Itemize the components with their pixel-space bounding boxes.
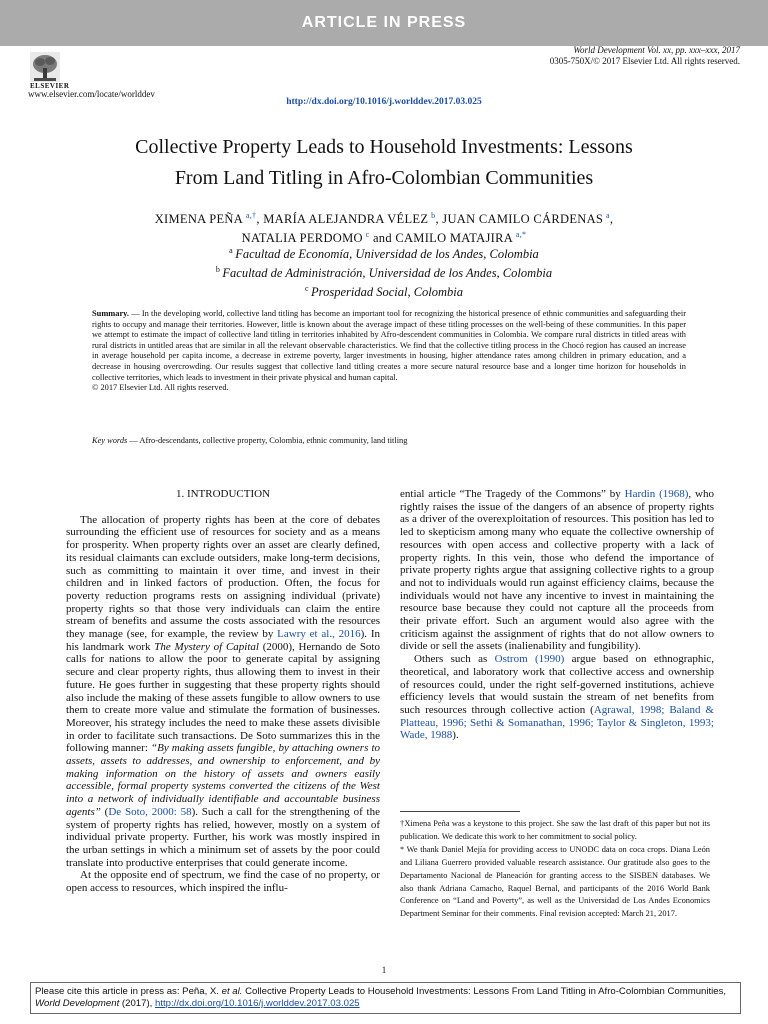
- right-column: [400, 488, 714, 742]
- title-line-2: From Land Titling in Afro-Colombian Communities: [174, 167, 594, 189]
- paragraph: The allocation of property rights has been at the core of debates surrounding the efficient use of resources for society and as a means for prosperity. When property rights over an asset are clearly defined, its residual claimants can exclude outsiders, make long-term decisions, such as committing to maintain it over time, and invest in their children and in linked factors of production. Often, the focus for poverty reduction programs rests on assigning individual (private) property rights so that those very individuals can claim the entire stream of benefits and assume the costs associated with the resources they manage (see, for example, the review by Lawry et al., 2016). In his landmark work The Mystery of Capital (2000), Hernando de Soto calls for nations to allow the poor to generate capital by assigning secure and clear property rights, thus allowing them to invest in their future. He goes further in suggesting that these property rights should also include the making of these assets fungible to allow owners to use them to create more value and stimulate the formation of businesses. Moreover, his strategy includes the need to make these assets divisible in order to facilitate such transactions. De Soto summarizes this in the following manner: “By making assets fungible, by attaching owners to assets, assets to addresses, and ownership to enforcement, and by making information on the history of assets and owners easily accessible, formal property systems converted the citizens of the West into a network of individually identifiable and accountable business agents” (De Soto, 2000: 58). Such a call for the strengthening of the system of property rights has relied, however, mostly on a system of individual private property. Further, his work was mostly inspired in the urban settings in which a minimum set of assets by the poor could translate into productive enterprises that could generate income.: [66, 513, 380, 869]
- author-conjunction: and: [372, 231, 392, 246]
- copyright-notice: © 2017 Elsevier Ltd. All rights reserved.: [92, 383, 229, 393]
- footnote-divider: [400, 811, 520, 812]
- title-line-1: Collective Property Leads to Household Investments: Lessons: [135, 136, 633, 158]
- affiliations: [60, 243, 708, 300]
- citation-line-2: 0305-750X/© 2017 Elsevier Ltd. All rights reserved.: [549, 56, 740, 66]
- reference-link[interactable]: Ostrom (1990): [494, 653, 565, 666]
- footnote: †Ximena Peña was a keystone to this project. She saw the last draft of this paper but not its publication. We dedicate this work to her commitment to social policy.: [400, 819, 710, 841]
- author-name: CAMILO MATAJIRA: [395, 231, 514, 246]
- journal-url[interactable]: www.elsevier.com/locate/worlddev: [28, 89, 155, 99]
- journal-citation: [380, 45, 740, 67]
- citation-line-1: World Development Vol. xx, pp. xxx–xxx, 2017: [573, 45, 740, 55]
- keywords: [92, 436, 686, 445]
- reference-link[interactable]: Lawry et al., 2016: [277, 628, 361, 641]
- author-affil-mark[interactable]: b: [431, 211, 436, 220]
- reference-link[interactable]: De Soto, 2000: 58: [108, 805, 192, 818]
- book-title: The Mystery of Capital: [154, 640, 259, 653]
- doi-link[interactable]: http://dx.doi.org/10.1016/j.worlddev.2017.03.025: [286, 97, 482, 107]
- banner-text: ARTICLE IN PRESS: [301, 14, 467, 31]
- author-affil-mark[interactable]: a: [605, 211, 610, 220]
- summary-label: Summary.: [92, 309, 129, 318]
- footnotes: [400, 818, 710, 921]
- author-affil-mark[interactable]: a,†: [245, 211, 257, 220]
- paragraph: Others such as Ostrom (1990) argue based on ethnographic, theoretical, and laboratory work that collective access and ownership of resources could, under the right self-governed institutions, achieve efficiency levels that would sustain the stream of net benefits from such resources through collective action (Agrawal, 1998; Baland & Platteau, 1996; Sethi & Somanathan, 1996; Taylor & Singleton, 1993; Wade, 1988).: [400, 653, 715, 742]
- affiliation-b: $^b$ Facultad de Administración, Universidad de los Andes, Colombia: [215, 265, 553, 281]
- left-column: [66, 488, 380, 895]
- author-name: MARÍA ALEJANDRA VÉLEZ: [263, 212, 429, 227]
- keywords-text: — Afro-descendants, collective property, Colombia, ethnic community, land titling: [127, 436, 408, 445]
- author-name: NATALIA PERDOMO: [241, 231, 363, 246]
- keywords-label: Key words: [92, 436, 128, 445]
- affiliation-a: $^a$ Facultad de Economía, Universidad de los Andes, Colombia: [229, 246, 539, 262]
- article-title: [60, 132, 708, 194]
- page-number: 1: [381, 965, 387, 975]
- abstract: [92, 309, 686, 394]
- author-affil-mark[interactable]: c: [365, 230, 370, 240]
- article-in-press-banner: [0, 0, 768, 46]
- publisher-name: ELSEVIER: [30, 82, 70, 90]
- section-heading: 1. INTRODUCTION: [175, 488, 271, 500]
- author-list: XIMENA PEÑA $^{a,\dagger}$, MARÍA ALEJANDRA VÉLEZ $^b$, JUAN CAMILO CÁRDENAS $^a$, NATALIA PERDOMO $^c$ and CAMILO MATAJIRA $^{a,*}$: [154, 211, 614, 246]
- author-name: XIMENA PEÑA: [154, 212, 244, 227]
- footnote: * We thank Daniel Mejía for providing access to UNODC data on coca crops. Diana León and Liliana Guerrero provided valuable research assistance. Our gratitude also goes to the Departamento Nacional de Planeación for granting access to the SISBEN databases. We also thank Adriana Camacho, Raquel Bernal, and participants of the 2016 World Bank Conference on “Land and Poverty”, as well as the Universidad de Los Andes Economics Department Seminar for their comments. Final revision accepted: March 21, 2017.: [400, 844, 710, 919]
- paragraph: ential article “The Tragedy of the Commons” by Hardin (1968), who rightly raises the issue of the dangers of an absence of property rights as a driver of the overexploitation of resources. This position has led to led to skepticism among many who equate the collective ownership of resources with open access and collective property with a lack of property rights. In this vein, those who defend the importance of private property rights argue that assigning collective rights to a group and not to individuals would run against efficiency claims, because the individuals would not have any incentive to invest in maintaining the resource base because they could not capture all the proceeds from their private effort. Such an argument would also agree with the criticism against the assignment of rights that do not allow owners to divide or sell the assets (inalienability and fungibility).: [400, 488, 714, 653]
- cite-doi-link[interactable]: http://dx.doi.org/10.1016/j.worlddev.2017.03.025: [154, 998, 360, 1009]
- paragraph: At the opposite end of spectrum, we find the case of no property, or open access to resources, which inspired the influ-: [66, 869, 380, 895]
- reference-link[interactable]: Hardin (1968): [624, 488, 689, 500]
- elsevier-tree-logo-icon: [30, 52, 60, 82]
- author-name: JUAN CAMILO CÁRDENAS: [442, 212, 604, 227]
- reference-link[interactable]: Agrawal, 1998; Baland & Platteau, 1996; Sethi & Somanathan, 1996; Taylor & Singleton, 1993; Wade, 1988: [400, 703, 714, 742]
- author-affil-mark[interactable]: a,*: [515, 230, 527, 240]
- cite-this-article-box: Please cite this article in press as: Peña, X. et al. Collective Property Leads to Household Investments: Lessons From Land Titling in Afro-Colombian Communities, World Development (2017), http://dx.doi.org/10.1016/j.worlddev.2017.03.025: [30, 982, 741, 1014]
- summary-text: — In the developing world, collective land titling has become an important tool for recognizing the historical presence of ethnic communities and safeguarding their rights to occupy and manage their territories. However, little is known about the average impact of these titling processes on the well-being of these communities. In this paper we attempt to estimate the impact of collective land titling in territories inhabited by Afro-descendent communities in Colombia. We compare rural districts in titled areas with rural districts in untitled areas that are similar in all the relevant observable characteristics. We find that the collective titling process in the Chocó region has caused an increase in average household per capita income, a decrease in extreme poverty, larger investments in housing, higher attendance rates among children in primary education, and a decrease in housing overcrowding. Our results suggest that collective land titling creates a more secure natural resource base and a longer time horizon for households in collective territories, which leads to investment in their private physical and human capital.: [92, 309, 686, 382]
- affiliation-c: $^c$ Prosperidad Social, Colombia: [304, 284, 464, 300]
- quotation: “By making assets fungible, by attaching owners to assets, assets to addresses, and ownership to enforcement, and by making information on the history of assets and owners easily accessible, formal property systems converted the citizens of the West into a network of individually identifiable and accountable business agents”: [66, 742, 380, 818]
